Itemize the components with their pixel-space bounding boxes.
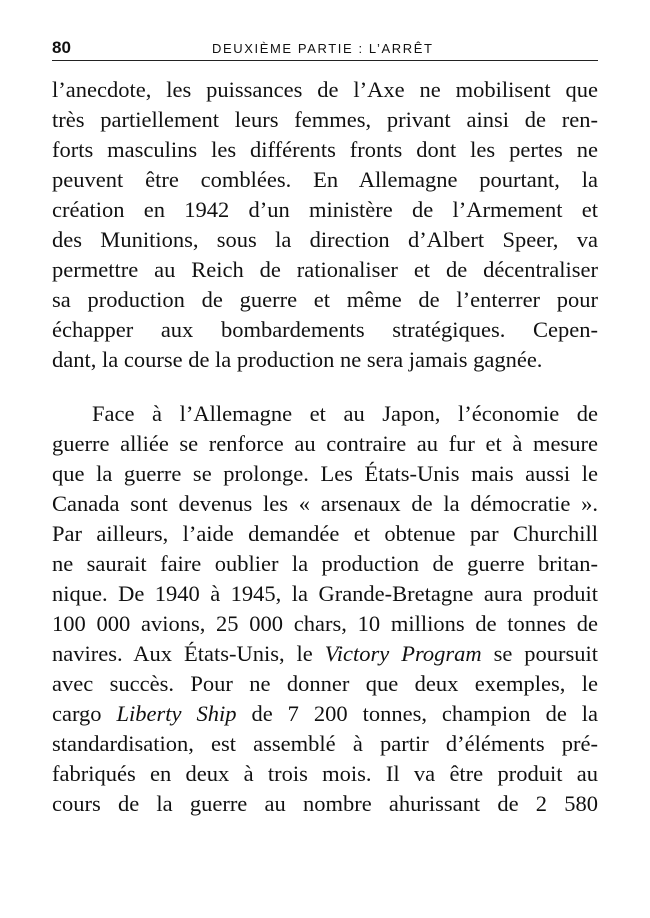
text-segment: cargo [52, 701, 102, 726]
text-line: standardisation, est assemblé à partir d’éléments pré- [52, 731, 598, 756]
text-segment: de 7 200 tonnes, champion de la [251, 701, 599, 726]
text-line: dant, la course de la production ne sera jamais gagnée. [52, 347, 543, 372]
text-line [52, 699, 598, 729]
text-line: Par ailleurs, l’aide demandée et obtenue par Churchill [52, 521, 598, 546]
text-line: guerre alliée se renforce au contraire au fur et à mesure [52, 431, 598, 456]
section-title: DEUXIÈME PARTIE : L’ARRÊT [212, 41, 434, 56]
italic-title: Victory Program [324, 641, 482, 666]
book-page [52, 38, 598, 819]
text-line: nique. De 1940 à 1945, la Grande-Bretagne aura produit [52, 581, 598, 606]
page-number: 80 [52, 38, 71, 57]
text-line: fabriqués en deux à trois mois. Il va être produit au [52, 761, 598, 786]
text-line: très partiellement leurs femmes, privant ainsi de ren- [52, 107, 598, 132]
text-line: l’anecdote, les puissances de l’Axe ne mobilisent que [52, 77, 598, 102]
text-line: Face à l’Allemagne et au Japon, l’économie de [92, 401, 598, 426]
text-line: forts masculins les différents fronts dont les pertes ne [52, 137, 598, 162]
text-line: cours de la guerre au nombre ahurissant de 2 580 [52, 791, 598, 816]
italic-title: Liberty Ship [116, 701, 237, 726]
paragraph-gap [52, 375, 598, 399]
text-line: permettre au Reich de rationaliser et de décentraliser [52, 257, 598, 282]
text-line: 100 000 avions, 25 000 chars, 10 millions de tonnes de [52, 611, 598, 636]
text-line: peuvent être comblées. En Allemagne pourtant, la [52, 167, 598, 192]
running-head [52, 38, 598, 61]
paragraph-2 [52, 399, 598, 819]
text-line: création en 1942 d’un ministère de l’Armement et [52, 197, 598, 222]
body-text [52, 75, 598, 819]
text-line: des Munitions, sous la direction d’Albert Speer, va [52, 227, 598, 252]
text-segment: se poursuit [493, 641, 598, 666]
text-line [52, 639, 598, 669]
text-line: Canada sont devenus les « arsenaux de la démocratie ». [52, 491, 598, 516]
text-line: avec succès. Pour ne donner que deux exemples, le [52, 671, 598, 696]
paragraph-1 [52, 75, 598, 375]
text-line: sa production de guerre et même de l’enterrer pour [52, 287, 598, 312]
text-line: ne saurait faire oublier la production de guerre britan- [52, 551, 598, 576]
text-line: que la guerre se prolonge. Les États-Unis mais aussi le [52, 461, 598, 486]
text-line: échapper aux bombardements stratégiques. Cepen- [52, 317, 598, 342]
text-segment: navires. Aux États-Unis, le [52, 641, 313, 666]
